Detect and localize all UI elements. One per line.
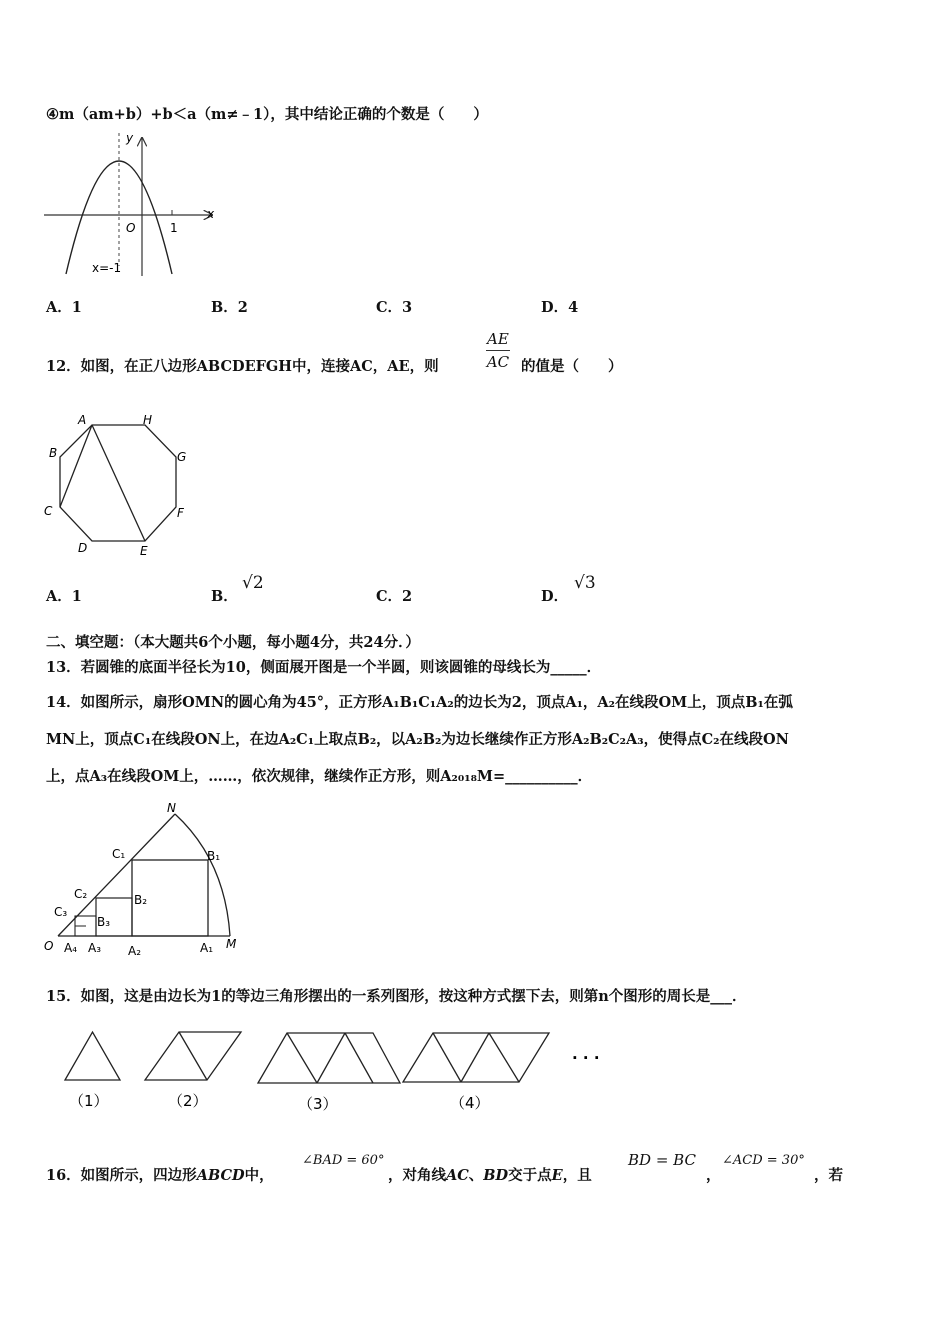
vertex-b: B	[49, 446, 58, 460]
q12-stem-pre: 12．如图，在正八边形ABCDEFGH中，连接AC，AE，则	[46, 358, 439, 375]
vertex-a: A	[78, 413, 87, 427]
sqrt-two: √2	[242, 573, 264, 593]
q16-angle-acd: ∠ACD = 30°	[722, 1153, 805, 1168]
ellipsis: · · ·	[572, 1049, 600, 1067]
q15-triangles-figure	[55, 1025, 615, 1120]
label-a4: A₄	[64, 941, 78, 955]
q16-ac: AC	[446, 1167, 469, 1184]
vertex-g: G	[177, 450, 187, 464]
q15-stem: 15．如图，这是由边长为1的等边三角形摆出的一系列图形，按这种方式摆下去，则第n个图形的周长是___．	[46, 988, 747, 1005]
label-c1: C₁	[112, 847, 126, 861]
q16-pre: 16．如图所示，四边形	[46, 1167, 197, 1184]
q16-sep: 、	[468, 1167, 484, 1184]
q16-comma: ，	[706, 1167, 721, 1184]
q11-option-a: A．1	[46, 299, 82, 316]
q12-fraction	[486, 330, 510, 371]
caption-2: （2）	[168, 1092, 208, 1110]
q16-end: ，若	[814, 1167, 843, 1184]
q14-line3: 上，点A₃在线段OM上，……，依次规律，继续作正方形，则A₂₀₁₈M=__________．	[46, 768, 593, 785]
sqrt-three: √3	[574, 573, 596, 593]
segment-on	[58, 814, 175, 936]
q16-mid3: 交于点	[508, 1167, 552, 1184]
label-n: N	[167, 801, 176, 815]
triangle-set-1	[65, 1032, 120, 1080]
label-b2: B₂	[134, 893, 148, 907]
q16-mid1: 中，	[244, 1167, 274, 1184]
x-label: x	[207, 207, 215, 221]
label-a2: A₂	[128, 944, 142, 958]
arc-mn	[175, 814, 230, 936]
q14-line1: 14．如图所示，扇形OMN的圆心角为45°，正方形A₁B₁C₁A₂的边长为2，顶点A₁，A₂在线段OM上，顶点B₁在弧	[46, 694, 793, 711]
label-b1: B₁	[207, 849, 221, 863]
segment-ac	[60, 425, 92, 507]
vertex-d: D	[78, 541, 88, 555]
symmetry-label: x=-1	[92, 261, 122, 275]
fraction-numerator: AE	[486, 330, 510, 351]
q12-octagon-figure	[40, 405, 200, 565]
q14-sector-figure	[40, 800, 250, 960]
label-b3: B₃	[97, 915, 111, 929]
q16-angle-bad: ∠BAD = 60°	[302, 1153, 385, 1168]
vertex-f: F	[177, 506, 184, 520]
caption-1: （1）	[69, 1092, 109, 1110]
q11-option-b: B．2	[211, 299, 248, 316]
y-label: y	[126, 131, 134, 145]
origin-label: O	[126, 221, 136, 235]
q11-stem: ④m（am+b）+b＜a（m≠﹣1），其中结论正确的个数是（ ）	[46, 106, 488, 123]
label-c3: C₃	[54, 905, 68, 919]
triangle-set-4	[403, 1033, 549, 1082]
label-a1: A₁	[200, 941, 214, 955]
q14-line2: MN上，顶点C₁在线段ON上，在边A₂C₁上取点B₂，以A₂B₂为边长继续作正方形A₂B₂C₂A₃，使得点C₂在线段ON	[46, 731, 789, 748]
q16-mid4: ，且	[562, 1167, 592, 1184]
label-c2: C₂	[74, 887, 88, 901]
label-m: M	[226, 937, 237, 951]
q16-abcd: ABCD	[196, 1167, 245, 1184]
q16-bd-bc: BD = BC	[628, 1151, 696, 1169]
vertex-e: E	[140, 544, 148, 558]
vertex-h: H	[143, 413, 153, 427]
q12-option-d: D．	[541, 588, 569, 605]
q11-parabola-graph	[40, 128, 230, 278]
fraction-denominator: AC	[486, 353, 510, 371]
q11-option-c: C．3	[376, 299, 413, 316]
q16-e: E	[551, 1167, 563, 1184]
label-a3: A₃	[88, 941, 102, 955]
q12-option-b: B．	[211, 588, 238, 605]
q13-stem: 13．若圆锥的底面半径长为10，侧面展开图是一个半圆，则该圆锥的母线长为_____．	[46, 659, 602, 676]
q12-option-a: A．1	[46, 588, 82, 605]
q16-bd: BD	[483, 1167, 509, 1184]
q16-mid2: ，对角线	[388, 1167, 446, 1184]
vertex-c: C	[44, 504, 53, 518]
caption-3: （3）	[298, 1095, 338, 1113]
label-o: O	[44, 939, 54, 953]
q16-stem	[46, 1164, 274, 1185]
q12-stem-post: 的值是（ ）	[521, 358, 623, 375]
segment-ae	[92, 425, 145, 541]
q12-option-c: C．2	[376, 588, 413, 605]
one-label: 1	[170, 221, 178, 235]
triangle-set-3	[258, 1033, 400, 1083]
caption-4: （4）	[450, 1094, 490, 1112]
q16-middle	[388, 1164, 592, 1185]
section-title: 二、填空题：（本大题共6个小题，每小题4分，共24分．）	[46, 634, 420, 651]
q11-option-d: D．4	[541, 299, 579, 316]
